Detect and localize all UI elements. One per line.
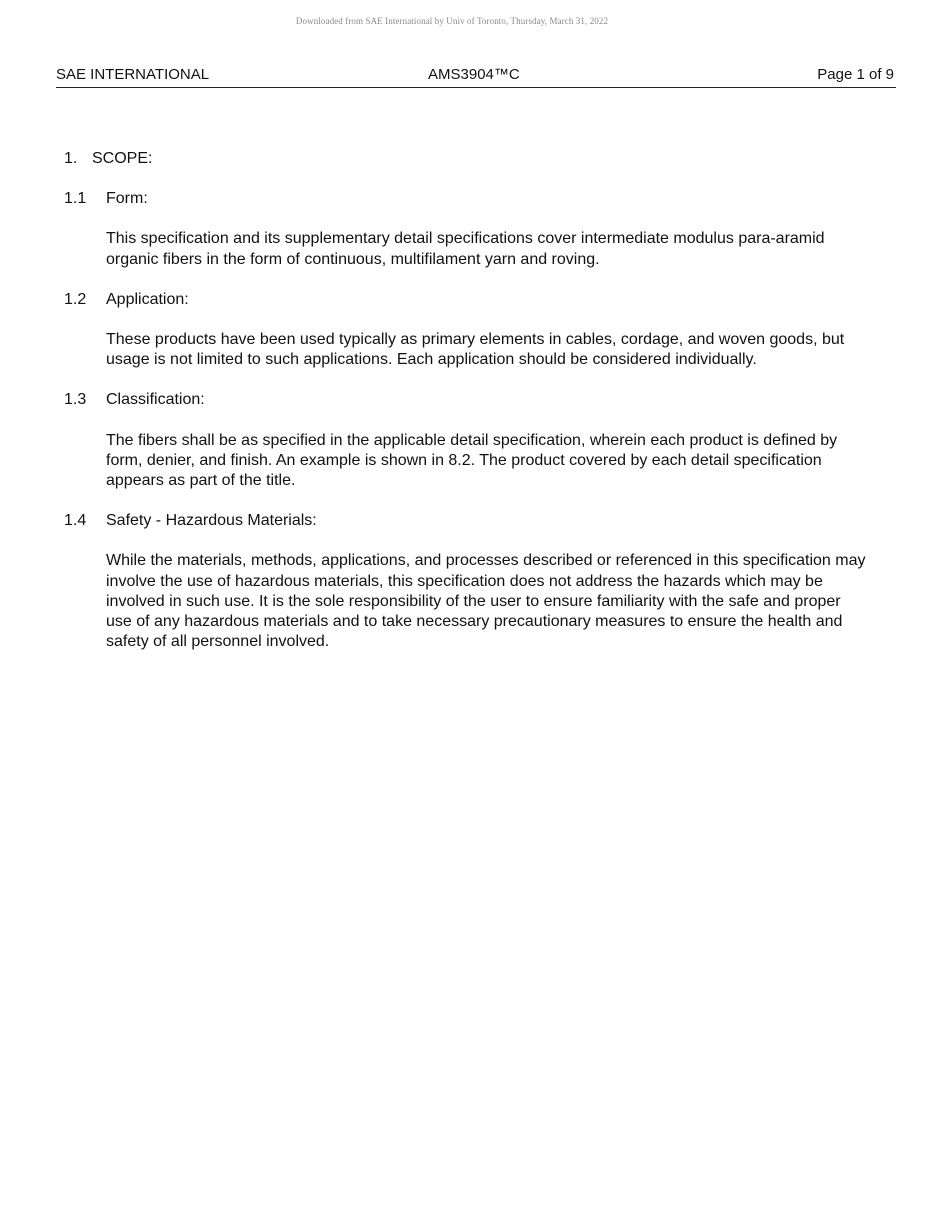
scope-title: SCOPE: [92, 150, 153, 167]
scope-heading [64, 149, 864, 169]
section-paragraph: The fibers shall be as specified in the applicable detail specification, wherein each product is defined by form, denier, and finish. An example is shown in 8.2. The product covered by each detail specification appears as part of the title. [106, 431, 838, 490]
section-form [64, 189, 864, 270]
section-heading [64, 189, 864, 209]
section-number: 1.3 [64, 391, 87, 409]
section-application [64, 290, 864, 371]
section-number: 1.1 [64, 190, 87, 208]
section-title: Safety - Hazardous Materials: [106, 512, 317, 530]
section-heading [64, 390, 864, 410]
header-page-number: Page 1 of 9 [817, 66, 894, 83]
section-paragraph: These products have been used typically as primary elements in cables, cordage, and woven goods, but usage is not limited to such applications. Each application should be considered individually. [106, 331, 845, 369]
section-number: 1.4 [64, 512, 87, 530]
section-heading [64, 511, 864, 531]
section-paragraph: This specification and its supplementary detail specifications cover intermediate modulus para-aramid organic fibers in the form of continuous, multifilament yarn and roving. [106, 230, 825, 268]
download-notice: Downloaded from SAE International by Univ of Toronto, Thursday, March 31, 2022 [295, 16, 609, 26]
header-organization: SAE INTERNATIONAL [56, 66, 210, 83]
section-paragraph: While the materials, methods, applications, and processes described or referenced in this specification may involve the use of hazardous materials, this specification does not address the hazards which may be involved in such use. It is the sole responsibility of the user to ensure familiarity with the safe and proper use of any hazardous materials and to take necessary precautionary measures to ensure the health and safety of all personnel involved. [106, 552, 866, 651]
section-classification [64, 390, 864, 491]
scope-number: 1. [64, 150, 78, 167]
header-document-id: AMS3904™C [428, 66, 520, 83]
section-title: Form: [106, 190, 148, 208]
section-title: Classification: [106, 391, 205, 409]
section-number: 1.2 [64, 290, 87, 308]
page-header [56, 66, 896, 88]
document-body [64, 149, 864, 672]
section-title: Application: [106, 290, 189, 308]
section-safety [64, 511, 864, 652]
section-heading [64, 290, 864, 310]
